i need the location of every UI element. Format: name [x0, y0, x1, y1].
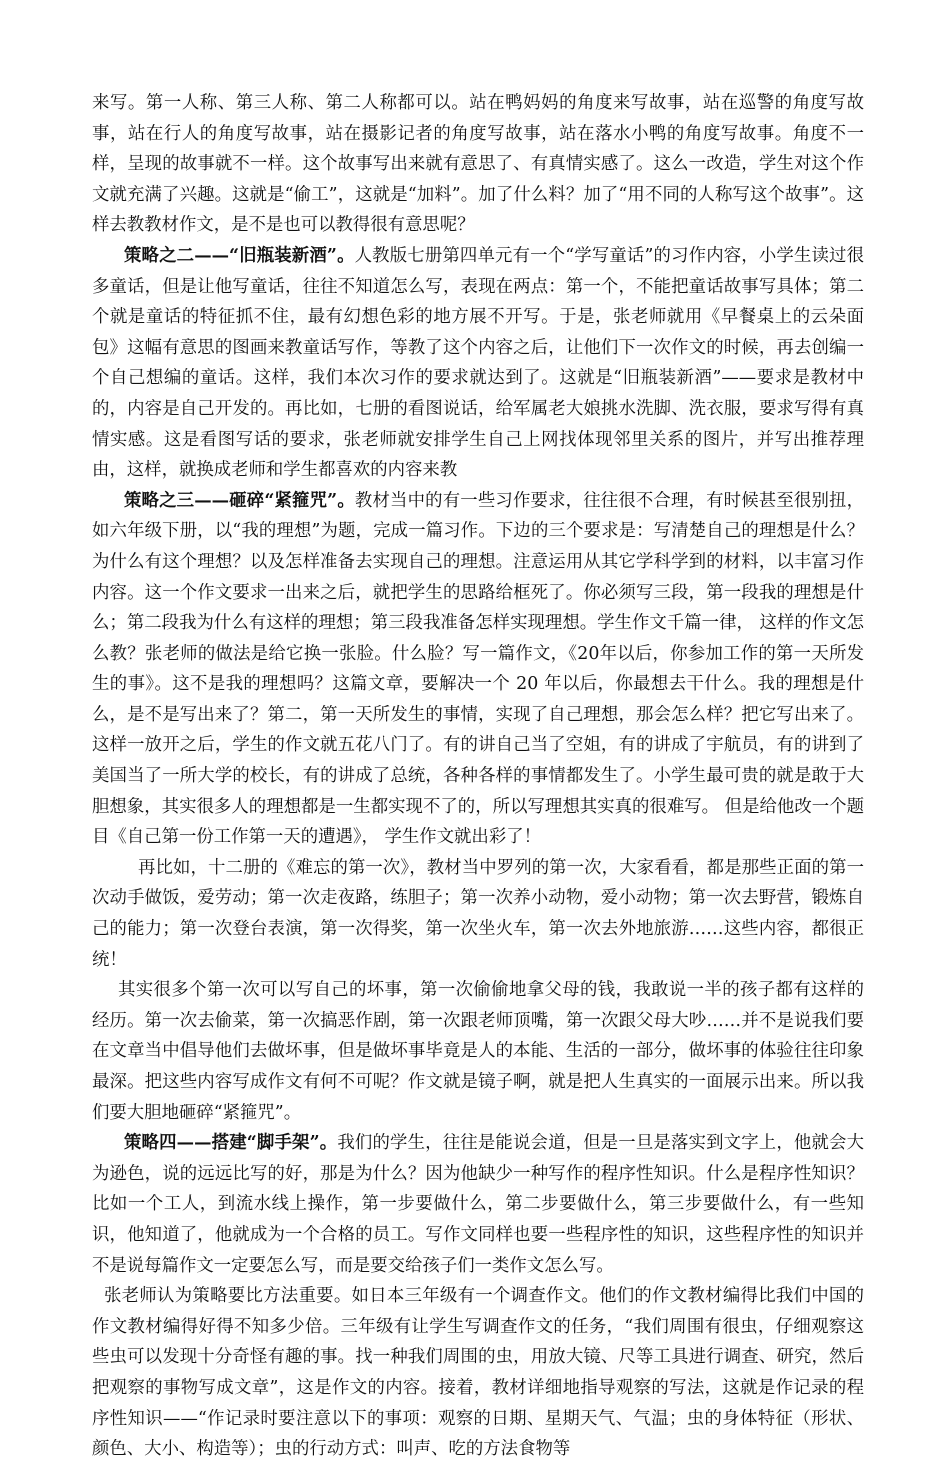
paragraph-text: 其实很多个第一次可以写自己的坏事，第一次偷偷地拿父母的钱，我敢说一半的孩子都有这样的经历。第一次去偷菜，第一次搞恶作剧，第一次跟老师顶嘴，第一次跟父母大吵……并不是说我们要在文章当中倡导他们去做坏事，但是做坏事毕竟是人的本能、生活的一部分，做坏事的体验往往印象最深。把这些内容写成作文有何不可呢？作文就是镜子啊，就是把人生真实的一面展示出来。所以我们要大胆地砸碎“紧箍咒”。 — [92, 980, 864, 1123]
paragraph-text: 再比如，十二册的《难忘的第一次》，教材当中罗列的第一次，大家看看，都是那些正面的第一次动手做饭，爱劳动；第一次走夜路，练胆子；第一次养小动物，爱小动物；第一次去野营，锻炼自己的能力；第一次登台表演，第一次得奖，第一次坐火车，第一次去外地旅游……这些内容，都很正统！ — [92, 857, 864, 970]
paragraph-strategy-2 — [92, 241, 864, 486]
paragraph-first-time-example — [92, 853, 864, 975]
strategy-heading: 策略之三——砸碎“紧箍咒”。 — [124, 490, 355, 511]
document-page — [92, 88, 864, 1465]
paragraph-text: 教材当中的有一些习作要求，往往很不合理，有时候甚至很别扭，如六年级下册，以“我的理想”为题，完成一篇习作。下边的三个要求是：写清楚自己的理想是什么？为什么有这个理想？以及怎样准备去实现自己的理想。注意运用从其它学科学到的材料，以丰富习作内容。这一个作文要求一出来之后，就把学生的思路给框死了。你必须写三段，第一段我的理想是什么；第二段我为什么有这样的理想；第三段我准备怎样实现理想。学生作文千篇一律， 这样的作文怎么教？张老师的做法是给它换一张脸。什么脸？写一篇作文，《20年以后，你参加工作的第一天所发生的事》。这不是我的理想吗？这篇文章，要解决一个 20 年以后，你最想去干什么。我的理想是什么，是不是写出来了？第二，第一天所发生的事情，实现了自己理想，那会怎么样？把它写出来了。这样一放开之后，学生的作文就五花八门了。有的讲自己当了空姐，有的讲成了宇航员，有的讲到了美国当了一所大学的校长，有的讲成了总统，各种各样的事情都发生了。小学生最可贵的就是敢于大胆想象，其实很多人的理想都是一生都实现不了的，所以写理想其实真的很难写。 但是给他改一个题目《自己第一份工作第一天的遭遇》， 学生作文就出彩了！ — [92, 490, 864, 848]
paragraph-text: 来写。第一人称、第三人称、第二人称都可以。站在鸭妈妈的角度来写故事，站在巡警的角度写故事，站在行人的角度写故事，站在摄影记者的角度写故事，站在落水小鸭的角度写故事。角度不一样，呈现的故事就不一样。这个故事写出来就有意思了、有真情实感了。这么一改造，学生对这个作文就充满了兴趣。这就是“偷工”，这就是“加料”。加了什么料？加了“用不同的人称写这个故事”。这样去教教材作文，是不是也可以教得很有意思呢？ — [92, 93, 864, 236]
paragraph-text: 人教版七册第四单元有一个“学写童话”的习作内容，小学生读过很多童话，但是让他写童话，往往不知道怎么写，表现在两点：第一个，不能把童话故事写具体；第二个就是童话的特征抓不住，最有幻想色彩的地方展不开写。于是，张老师就用《早餐桌上的云朵面包》这幅有意思的图画来教童话写作，等教了这个内容之后，让他们下一次作文的时候，再去创编一个自己想编的童话。这样，我们本次习作的要求就达到了。这就是“旧瓶装新酒”——要求是教材中的，内容是自己开发的。再比如，七册的看图说话，给军属老大娘挑水洗脚、洗衣服，要求写得有真情实感。这是看图写话的要求，张老师就安排学生自己上网找体现邻里关系的图片，并写出推荐理由，这样，就换成老师和学生都喜欢的内容来教 — [92, 245, 864, 481]
paragraph-text: 张老师认为策略要比方法重要。如日本三年级有一个调查作文。他们的作文教材编得比我们中国的作文教材编得好得不知多少倍。三年级有让学生写调查作文的任务，“我们周围有很虫，仔细观察这些虫可以发现十分奇怪有趣的事。找一种我们周围的虫，用放大镜、尺等工具进行调查、研究，然后把观察的事物写成文章”，这是作文的内容。接着，教材详细地指导观察的写法，这就是作记录的程序性知识——“作记录时要注意以下的事项：观察的日期、星期天气、气温；虫的身体特征（形状、颜色、大小、构造等）；虫的行动方式：叫声、吃的方法食物等 — [92, 1286, 864, 1460]
paragraph-strategy-3 — [92, 486, 864, 853]
paragraph-text: 我们的学生，往往是能说会道，但是一旦是落实到文字上，他就会大为逊色，说的远远比写的好，那是为什么？因为他缺少一种写作的程序性知识。什么是程序性知识？比如一个工人，到流水线上操作，第一步要做什么，第二步要做什么，第三步要做什么，有一些知识，他知道了，他就成为一个合格的员工。写作文同样也要一些程序性的知识，这些程序性的知识并不是说每篇作文一定要怎么写，而是要交给孩子们一类作文怎么写。 — [92, 1133, 864, 1276]
strategy-heading: 策略之二——“旧瓶装新酒”。 — [124, 245, 355, 266]
paragraph-bad-deeds-example — [92, 975, 864, 1128]
paragraph-strategy-4 — [92, 1128, 864, 1281]
paragraph-japan-example — [92, 1281, 864, 1465]
strategy-heading: 策略四——搭建“脚手架”。 — [124, 1133, 338, 1154]
paragraph-perspective-writing — [92, 88, 864, 241]
